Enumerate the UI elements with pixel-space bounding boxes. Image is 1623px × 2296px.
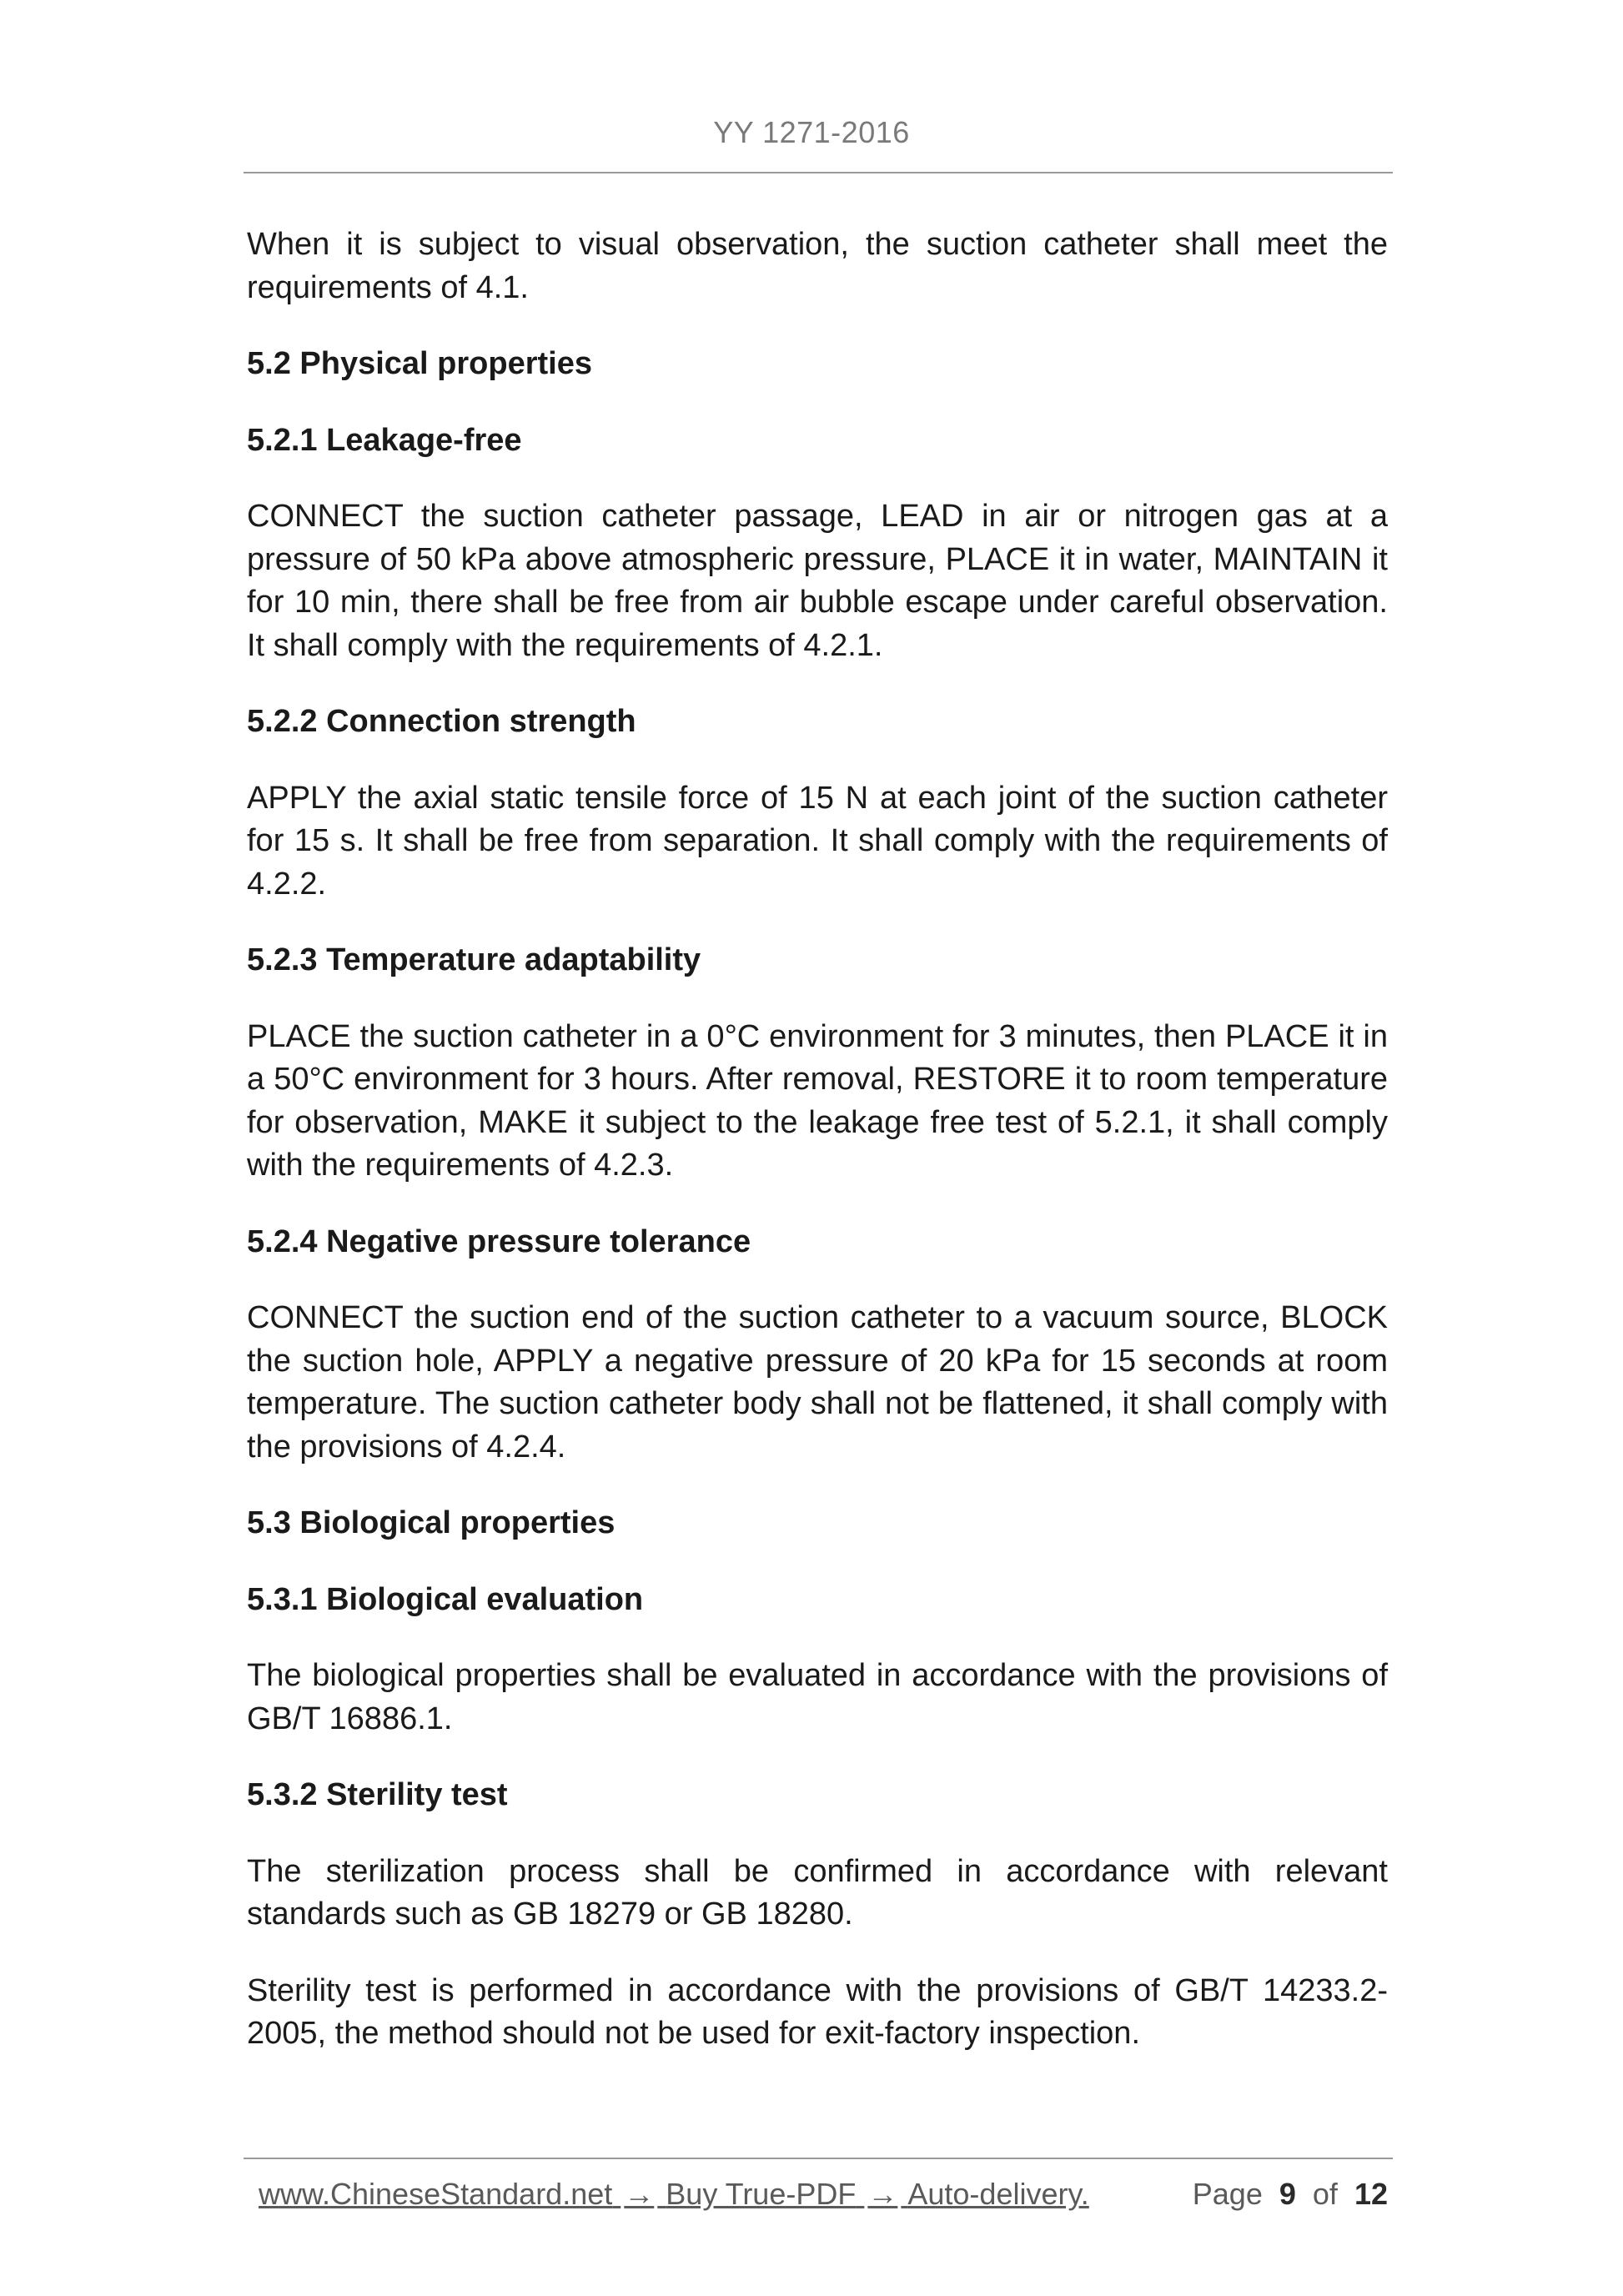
page-of-label: of (1312, 2177, 1338, 2211)
document-id-header: YY 1271-2016 (713, 115, 910, 149)
paragraph-visual-observation: When it is subject to visual observation, the suction catheter shall meet the requirements of 4.1. (247, 227, 1388, 305)
page-total: 12 (1354, 2177, 1388, 2211)
arrow-right-icon: → (624, 2177, 655, 2211)
paragraph-leakage-free: CONNECT the suction catheter passage, LEAD in air or nitrogen gas at a pressure of 50 kPa above atmospheric pressure, PLACE it in water, MAINTAIN it for 10 min, there shall be free from air bubble escape under careful observation. It shall comply with the requirements of 4.2.1. (247, 499, 1388, 663)
heading-5-3: 5.3 Biological properties (247, 1505, 616, 1540)
paragraph-biological-evaluation: The biological properties shall be evaluated in accordance with the provisions of GB/T 16886.1. (247, 1658, 1388, 1736)
site-link-text: www.ChineseStandard.net (259, 2177, 613, 2211)
paragraph-temperature-adaptability: PLACE the suction catheter in a 0°C environment for 3 minutes, then PLACE it in a 50°C environment for 3 hours. After removal, RESTORE it to room temperature for observation, MAKE it subject to the leakage free test of 5.2.1, it shall comply with the requirements of 4.2.3. (247, 1018, 1388, 1183)
page-label: Page (1192, 2177, 1263, 2211)
document-body (247, 224, 1388, 2089)
page-number (1193, 2177, 1388, 2212)
heading-5-2-1: 5.2.1 Leakage-free (247, 422, 522, 458)
page-footer (259, 2177, 1388, 2218)
paragraph-connection-strength: APPLY the axial static tensile force of 15 N at each joint of the suction catheter for 15 s. It shall be free from separation. It shall comply with the requirements of 4.2.2. (247, 780, 1388, 902)
heading-5-2-2: 5.2.2 Connection strength (247, 704, 636, 739)
heading-5-2: 5.2 Physical properties (247, 346, 592, 381)
page-current: 9 (1279, 2177, 1296, 2211)
buy-link-text: Buy True-PDF (666, 2177, 857, 2211)
heading-5-3-1: 5.3.1 Biological evaluation (247, 1581, 644, 1617)
footer-divider (244, 2158, 1393, 2159)
arrow-right-icon: → (867, 2177, 898, 2211)
header-divider (244, 172, 1393, 173)
heading-5-3-2: 5.3.2 Sterility test (247, 1777, 508, 1812)
delivery-link-text: Auto-delivery. (907, 2177, 1089, 2211)
purchase-link[interactable] (259, 2177, 1089, 2212)
paragraph-negative-pressure: CONNECT the suction end of the suction catheter to a vacuum source, BLOCK the suction hole, APPLY a negative pressure of 20 kPa for 15 seconds at room temperature. The suction catheter body shall not be flattened, it shall comply with the provisions of 4.2.4. (247, 1300, 1388, 1465)
paragraph-sterilization-process: The sterilization process shall be confirmed in accordance with relevant standards such as GB 18279 or GB 18280. (247, 1853, 1388, 1932)
heading-5-2-3: 5.2.3 Temperature adaptability (247, 942, 701, 977)
paragraph-sterility-test: Sterility test is performed in accordance with the provisions of GB/T 14233.2-2005, the method should not be used for exit-factory inspection. (247, 1972, 1388, 2051)
heading-5-2-4: 5.2.4 Negative pressure tolerance (247, 1223, 751, 1259)
